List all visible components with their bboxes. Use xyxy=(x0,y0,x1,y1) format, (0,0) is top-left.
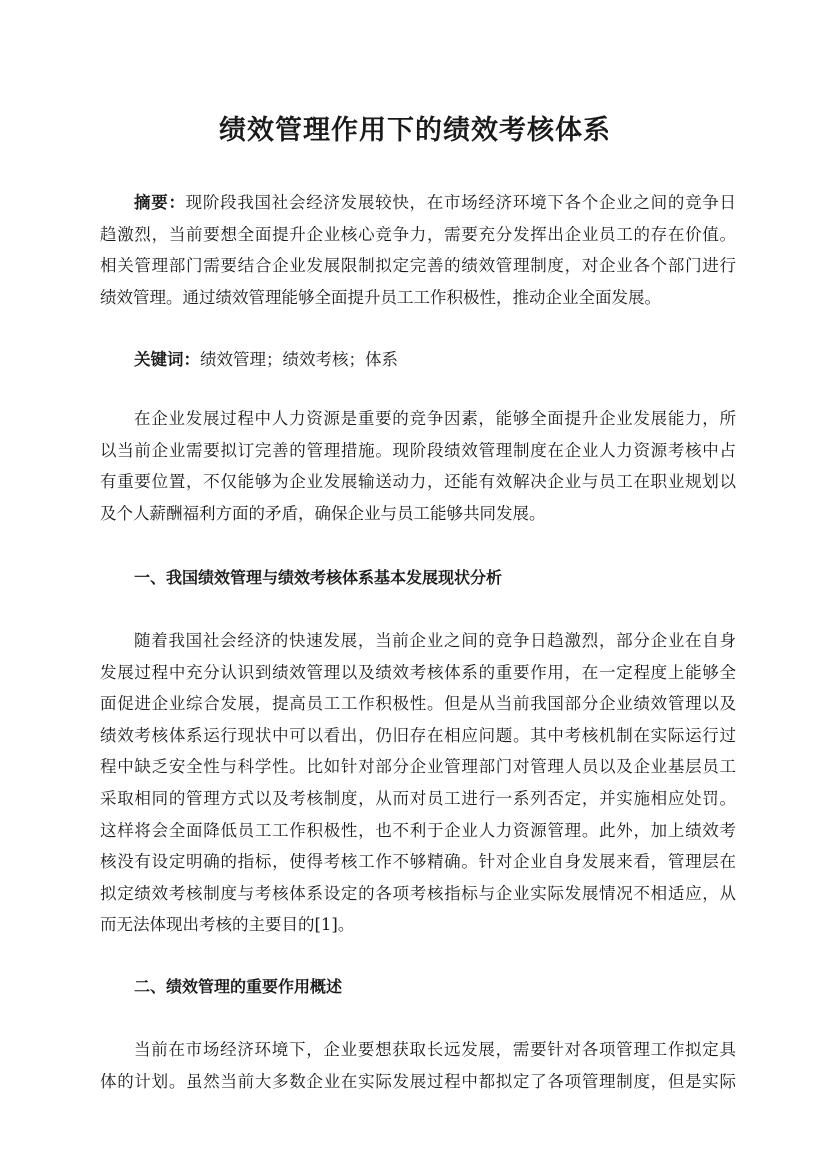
section1-paragraph xyxy=(100,625,736,941)
paragraph-line: 绩效考核体系运行现状中可以看出，仍旧存在相应问题。其中考核机制在实际运行过 xyxy=(100,725,736,745)
abstract-line xyxy=(100,187,736,219)
abstract-text: 现阶段我国社会经济发展较快，在市场经济环境下各个企业之间的竞争日 xyxy=(185,193,737,212)
section-heading-1: 一、我国绩效管理与绩效考核体系基本发展现状分析 xyxy=(134,568,503,587)
intro-paragraph xyxy=(100,403,736,529)
paragraph-line: 核没有设定明确的指标，使得考核工作不够精确。针对企业自身发展来看，管理层在 xyxy=(100,852,736,872)
paragraph-line: 这样将会全面降低员工工作积极性，也不利于企业人力资源管理。此外，加上绩效考 xyxy=(100,820,736,840)
paragraph-line: 拟定绩效考核制度与考核体系设定的各项考核指标与企业实际发展情况不相适应，从 xyxy=(100,883,736,903)
paragraph-line: 及个人薪酬福利方面的矛盾，确保企业与员工能够共同发展。 xyxy=(100,503,546,523)
document-title: 绩效管理作用下的绩效考核体系 xyxy=(219,115,611,146)
paragraph-line: 面促进企业综合发展，提高员工工作积极性。但是从当前我国部分企业绩效管理以及 xyxy=(100,694,736,714)
paragraph-line: 而无法体现出考核的主要目的[1]。 xyxy=(100,915,355,935)
paragraph-line: 有重要位置，不仅能够为企业发展输送动力，还能有效解决企业与员工在职业规划以 xyxy=(100,472,736,492)
abstract-line: 相关管理部门需要结合企业发展限制拟定完善的绩效管理制度，对企业各个部门进行 xyxy=(100,256,736,276)
abstract-line: 绩效管理。通过绩效管理能够全面提升员工工作积极性，推动企业全面发展。 xyxy=(100,287,661,307)
section-heading-2: 二、绩效管理的重要作用概述 xyxy=(134,977,343,996)
paragraph-line: 体的计划。虽然当前大多数企业在实际发展过程中都拟定了各项管理制度，但是实际 xyxy=(100,1071,736,1091)
abstract-paragraph xyxy=(100,187,736,313)
paragraph-line: 以当前企业需要拟订完善的管理措施。现阶段绩效管理制度在企业人力资源考核中占 xyxy=(100,440,736,460)
section2-paragraph xyxy=(100,1034,736,1097)
paragraph-line: 程中缺乏安全性与科学性。比如针对部分企业管理部门对管理人员以及企业基层员工 xyxy=(100,757,736,777)
abstract-line: 趋激烈，当前要想全面提升企业核心竞争力，需要充分发挥出企业员工的存在价值。 xyxy=(100,224,736,244)
paragraph-line: 当前在市场经济环境下，企业要想获取长远发展，需要针对各项管理工作拟定具 xyxy=(134,1040,736,1059)
keywords-line xyxy=(100,344,736,376)
paragraph-line: 随着我国社会经济的快速发展，当前企业之间的竞争日趋激烈，部分企业在自身 xyxy=(134,631,736,650)
abstract-label: 摘要： xyxy=(134,193,186,212)
paragraph-line: 采取相同的管理方式以及考核制度，从而对员工进行一系列否定，并实施相应处罚。 xyxy=(100,788,736,808)
keywords-label: 关键词： xyxy=(134,350,200,369)
paragraph-line: 在企业发展过程中人力资源是重要的竞争因素，能够全面提升企业发展能力，所 xyxy=(134,409,736,428)
keywords-paragraph xyxy=(100,344,736,376)
paragraph-line: 发展过程中充分认识到绩效管理以及绩效考核体系的重要作用，在一定程度上能够全 xyxy=(100,662,736,682)
keywords-text: 绩效管理；绩效考核；体系 xyxy=(200,350,398,369)
